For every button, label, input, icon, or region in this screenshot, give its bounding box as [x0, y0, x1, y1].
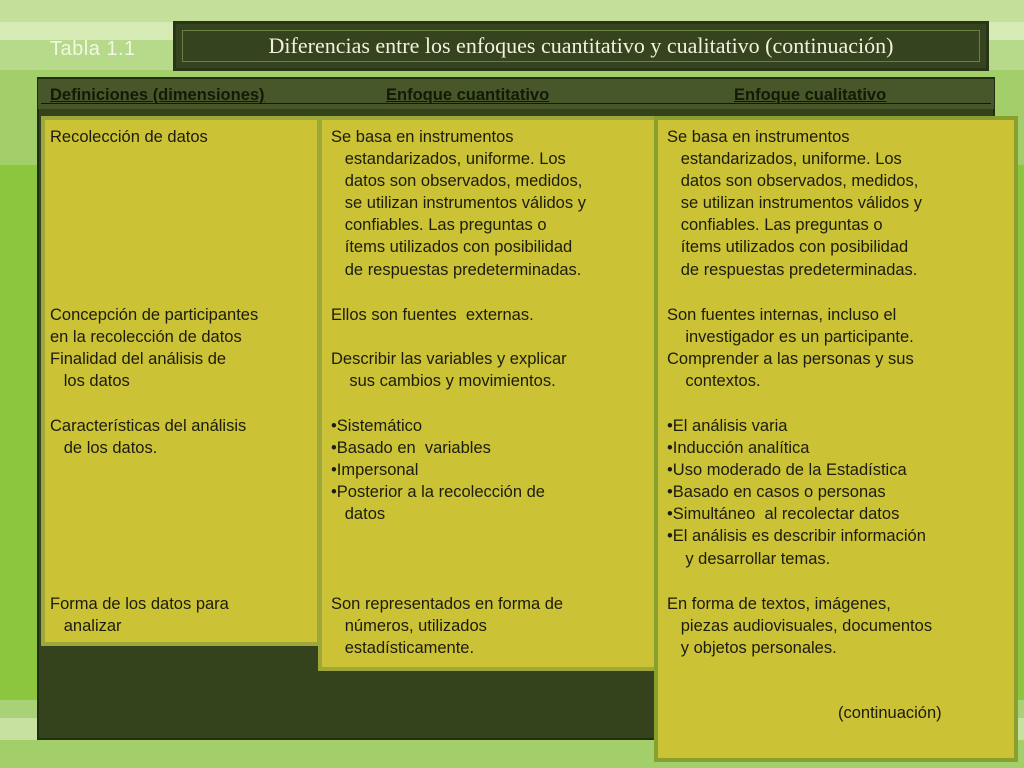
row-dimension: Concepción de participantes en la recolección de datos: [50, 306, 259, 347]
row-qualitative-cell: En forma de textos, imágenes, piezas audiovisuales, documentos y objetos personales.: [667, 595, 933, 658]
background-stripe: [0, 0, 1024, 22]
row-quantitative-cell: Se basa en instrumentos estandarizados, uniforme. Los datos son observados, medidos, se utilizan instrumentos válidos y confiables. Las preguntas o ítems utilizados con posibilidad de respuestas predeterminadas.: [331, 128, 586, 279]
table-number-label: Tabla 1.1: [50, 38, 136, 60]
row-quantitative-cell: •Sistemático •Basado en variables •Impersonal •Posterior a la recolección de datos: [331, 417, 545, 524]
row-qualitative-cell: Comprender a las personas y sus contextos.: [667, 350, 914, 391]
row-dimension: Finalidad del análisis de los datos: [50, 350, 227, 391]
row-quantitative-cell: Ellos son fuentes externas.: [331, 306, 534, 324]
column-header-qualitative: Enfoque cualitativo: [734, 86, 887, 104]
column-header-quantitative: Enfoque cuantitativo: [386, 86, 550, 104]
row-qualitative-cell: Se basa en instrumentos estandarizados, uniforme. Los datos son observados, medidos, se utilizan instrumentos válidos y confiables. Las preguntas o ítems utilizados con posibilidad de respuestas predeterminadas.: [667, 128, 922, 279]
row-quantitative-cell: Son representados en forma de números, utilizados estadísticamente.: [331, 595, 564, 658]
slide-title: Diferencias entre los enfoques cuantitativo y cualitativo (continuación): [182, 30, 980, 62]
continuation-note: (continuación): [838, 704, 942, 722]
row-qualitative-cell: Son fuentes internas, incluso el investigador es un participante.: [667, 306, 914, 347]
row-dimension: Características del análisis de los datos.: [50, 417, 247, 458]
row-qualitative-cell: •El análisis varia •Inducción analítica •Uso moderado de la Estadística •Basado en casos o personas •Simultáneo al recolectar datos •El análisis es describir información y desarrollar temas.: [667, 417, 926, 568]
title-box: [173, 21, 989, 71]
row-dimension: Forma de los datos para analizar: [50, 595, 229, 636]
row-dimension: Recolección de datos: [50, 128, 208, 146]
row-quantitative-cell: Describir las variables y explicar sus cambios y movimientos.: [331, 350, 567, 391]
column-header-dimensions: Definiciones (dimensiones): [50, 86, 265, 104]
